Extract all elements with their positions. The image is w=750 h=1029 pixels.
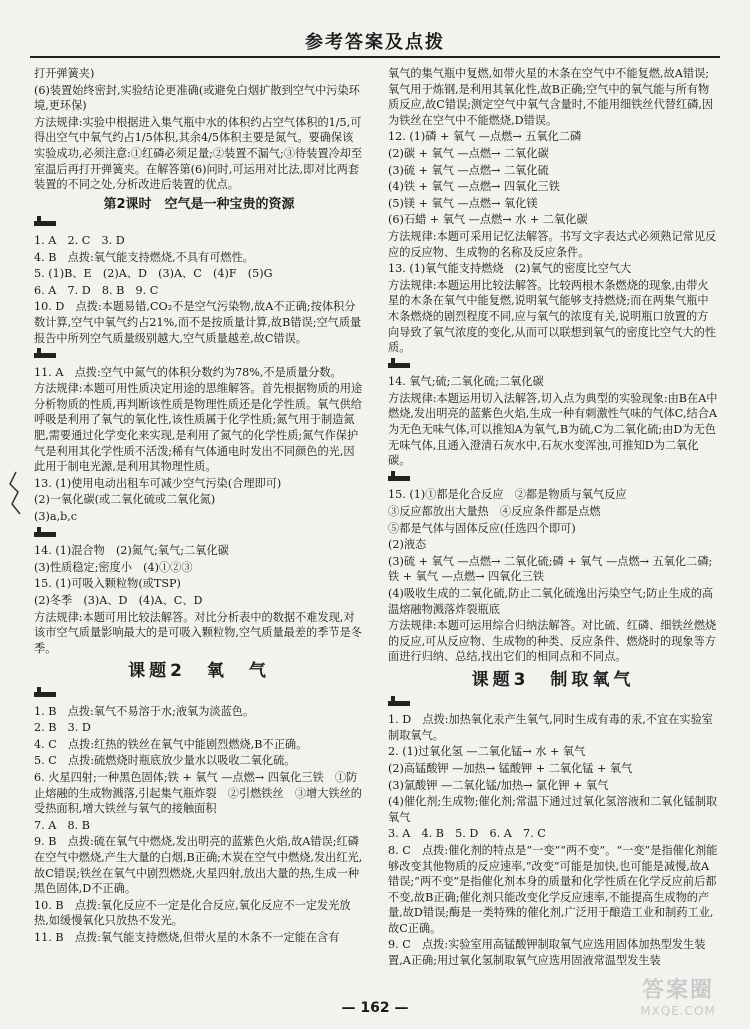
answer-line: ⑤都是气体与固体反应(任选四个即可) (388, 521, 576, 535)
header-title: 参考答案及点拨 (305, 32, 445, 53)
page-header (30, 12, 720, 58)
answer-line: (2)冬季 (3)A、D (4)A、C、D (34, 594, 203, 607)
answer-line: 4. C 点拨:红热的铁丝在氧气中能剧烈燃烧,B不正确。 (34, 737, 308, 751)
answer-line: (3)硫 + 氧气 —点燃→ 二氧化硫;磷 + 氧气 —点燃→ 五氧化二磷;铁 + 氧气 —点燃→ 四氧化三铁 (388, 554, 713, 584)
answer-line: 15. (1)①都是化合反应 ②都是物质与氧气反应 (388, 488, 627, 502)
answer-line: (6)石蜡 + 氧气 —点燃→ 水 + 二氧化碳 (388, 213, 588, 227)
answer-line: 10. B 点拨:氧化反应不一定是化合反应,氧化反应不一定发光放热,如缓慢氧化只放热不发光。 (34, 898, 351, 928)
answer-line: 1. D 点拨:加热氧化汞产生氧气,同时生成有毒的汞,不宜在实验室制取氧气。 (388, 713, 713, 742)
method-note: 方法规律:本题可运用综合归纳法解答。对比硫、红磷、细铁丝燃烧的反应,可从反应物、生成物的种类、反应条件、燃烧时的现象等方面进行归纳、总结,找出它们的相同点和不同点。 (388, 619, 717, 664)
answer-line: (4)吸收生成的二氧化硫,防止二氧化硫逸出污染空气;防止生成的高温熔融物溅落炸裂瓶底 (388, 587, 714, 616)
answer-line: 11. B 点拨:氧气能支持燃烧,但带火星的木条不一定能在含有 (34, 930, 340, 944)
left-column (34, 66, 364, 946)
answer-line: 13. (1)使用电动出租车可减少空气污染(合理即可) (34, 476, 282, 490)
answer-line: (3)硫 + 氧气 —点燃→ 二氧化硫 (388, 163, 549, 177)
section-marker-icon (34, 528, 56, 537)
answer-line: (4)铁 + 氧气 —点燃→ 四氧化三铁 (388, 180, 560, 194)
answer-line: (3)a,b,c (34, 510, 78, 524)
answer-line: (3)氯酸钾 —二氧化锰/加热→ 氯化钾 + 氧气 (388, 778, 609, 792)
answer-line: (2)液态 (388, 538, 427, 552)
method-note: 方法规律:本题运用比较法解答。比较两根木条燃烧的现象,由带火星的木条在氧气中能复燃,说明氧气能够支持燃烧;而在两集气瓶中木条燃烧的剧烈程度不同,应与氧气的浓度有关,说明瓶口放置的方向导致了氧气浓度的变化,从而可以联想到氧气的密度比空气大的性质。 (388, 278, 716, 355)
section-marker-icon (388, 359, 410, 368)
answer-line: 6. 火星四射;一种黑色固体;铁 + 氧气 —点燃→ 四氧化三铁 ①防止熔融的生成物溅落,引起集气瓶炸裂 ②引燃铁丝 ③增大铁丝的受热面积,增大铁丝与氧气的接触面积 (34, 770, 362, 816)
answer-line: 9. C 点拨:实验室用高锰酸钾制取氧气应选用固体加热型发生装置,A正确;用过氧化氢制取氧气应选用固液常温型发生装 (388, 938, 706, 968)
answer-line: 2. (1)过氧化氢 —二氧化锰→ 水 + 氧气 (388, 745, 586, 759)
answer-line: 4. B 点拨:氧气能支持燃烧,不具有可燃性。 (34, 250, 254, 264)
answer-line: 9. B 点拨:硫在氧气中燃烧,发出明亮的蓝紫色火焰,故A错误;红磷在空气中燃烧,产生大量的白烟,B正确;木炭在空气中燃烧,发出红光,故C错误;铁丝在氧气中剧烈燃烧,火星四射,放出大量的热,生成一种黑色固体,D不正确。 (34, 835, 363, 896)
watermark-url: MXQE.COM (640, 1004, 716, 1018)
answer-line: (2)碳 + 氧气 —点燃→ 二氧化碳 (388, 146, 549, 160)
answer-line: 氧气的集气瓶中复燃,如带火星的木条在空气中不能复燃,故A错误;氧气用于炼钢,是利用其氧化性,故B正确;空气中的氧气能与所有物质反应,故C错误;测定空气中氧气含量时,不能用细铁丝代替红磷,因为铁丝在空气中不能燃烧,D错误。 (388, 67, 714, 127)
section-heading: 课题3 制取氧气 (471, 669, 635, 690)
answer-line: (6)装置始终密封,实验结论更准确(或避免白烟扩散到空气中污染环境,更环保) (34, 83, 360, 113)
method-note: 方法规律:本题可用性质决定用途的思维解答。首先根据物质的用途分析物质的性质,再判断该性质是物理性质还是化学性质。氧气供给呼吸是利用了氧气的氧化性,该性质属于化学性质;氮气用于制造氮肥,需要通过化学变化来实现,是利用了氮气的化学性质;氮气作保护气是利用其化学性质不活泼;稀有气体通电时发出不同颜色的光,因此用于制电光源,是利用其物理性质。 (34, 382, 363, 474)
section-heading: 第2课时 空气是一种宝贵的资源 (103, 196, 295, 212)
answer-line: 12. (1)磷 + 氧气 —点燃→ 五氧化二磷 (388, 130, 582, 144)
section-marker-icon (34, 349, 56, 358)
section-marker-icon (34, 217, 56, 226)
answer-line: 3. A 4. B 5. D 6. A 7. C (388, 827, 546, 841)
answer-line: 5. (1)B、E (2)A、D (3)A、C (4)F (5)G (34, 267, 273, 281)
answer-line: (5)镁 + 氧气 —点燃→ 氧化镁 (388, 196, 538, 210)
watermark-logo-text: 答案圈 (641, 978, 714, 1003)
answer-line: ③反应都放出大量热 ④反应条件都是点燃 (388, 505, 601, 519)
section-marker-icon (388, 697, 410, 706)
answer-line: 14. (1)混合物 (2)氮气;氧气;二氧化碳 (34, 544, 229, 558)
answer-line: 5. C 点拨:硫燃烧时瓶底放少量水以吸收二氧化硫。 (34, 754, 296, 768)
section-marker-icon (388, 472, 410, 481)
method-note: 方法规律:实验中根据进入集气瓶中水的体积约占空气体积的1/5,可得出空气中氧气约占1/5体积,其余4/5体积主要是氮气。要确保该实验成功,必须注意:①红磷必须足量;②装置不漏气;③待装置冷却至室温后再打开弹簧夹。在解答第(6)问时,可运用对比法,即对比两套装置的不同之处,分析改进后装置的优点。 (34, 115, 363, 192)
answer-line: 10. D 点拨:本题易错,CO₂不是空气污染物,故A不正确;按体积分数计算,空气中氧气约占21%,而不是按质量计算,故B错误;空气质量报告中所列空气质量级别越大,空气质量越差,故C错误。 (34, 300, 362, 345)
answer-line: (2)高锰酸钾 —加热→ 锰酸钾 + 二氧化锰 + 氧气 (388, 761, 633, 775)
answer-line: 1. A 2. C 3. D (34, 233, 125, 247)
answer-line: 2. B 3. D (34, 721, 91, 735)
method-note: 方法规律:本题可用比较法解答。对比分析表中的数据不难发现,对该市空气质量影响最大的是可吸入颗粒物,空气质量最差的季节是冬季。 (34, 610, 362, 655)
method-note: 方法规律:本题运用切入法解答,切入点为典型的实验现象:由B在A中燃烧,发出明亮的蓝紫色火焰,生成一种有刺激性气味的气体C,结合A为无色无味气体,可以推知A为氧气,B为硫,C为二氧化硫;由D为无色无味气体,且通入澄清石灰水中,石灰水变浑浊,可推知D为二氧化碳。 (388, 391, 718, 468)
answer-line: (4)催化剂;生成物;催化剂;常温下通过过氧化氢溶液和二氧化锰制取氧气 (388, 795, 718, 824)
answer-line: 8. C 点拨:催化剂的特点是“一变”“两不变”。“一变”是指催化剂能够改变其他物质的反应速率,“改变”可能是加快,也可能是减慢,故A错误;“两不变”是指催化剂本身的质量和化学性质在化学反应前后都不变,故B正确;催化剂只能改变化学反应速率,不能提高生成物的产量,故D错误;酶是一类特殊的催化剂,广泛用于酿造工业和制药工业,故C正确。 (388, 843, 718, 935)
answer-line: 15. (1)可吸入颗粒物(或TSP) (34, 577, 181, 591)
answer-line: 1. B 点拨:氧气不易溶于水;液氧为淡蓝色。 (34, 704, 255, 718)
answer-line: (3)性质稳定;密度小 (4)①②③ (34, 560, 193, 574)
answer-line: 打开弹簧夹) (34, 67, 95, 80)
section-marker-icon (34, 688, 56, 697)
answer-line: (2)一氧化碳(或二氧化硫或二氧化氮) (34, 493, 216, 507)
right-column (388, 66, 718, 970)
method-note: 方法规律:本题可采用记忆法解答。书写文字表达式必须熟记常见反应的反应物、生成物的名称及反应条件。 (388, 229, 717, 259)
answer-line: 14. 氧气;硫;二氧化硫;二氧化碳 (388, 375, 544, 389)
page-number: — 162 — (341, 1000, 409, 1016)
answer-line: 13. (1)氧气能支持燃烧 (2)氧气的密度比空气大 (388, 262, 632, 276)
margin-scribble (6, 470, 24, 530)
section-heading: 课题2 氧 气 (128, 661, 270, 682)
answer-line: 6. A 7. D 8. B 9. C (34, 283, 159, 297)
answer-line: 7. A 8. B (34, 818, 90, 832)
site-watermark (620, 978, 736, 1022)
answer-line: 11. A 点拨:空气中氮气的体积分数约为78%,不是质量分数。 (34, 365, 342, 379)
